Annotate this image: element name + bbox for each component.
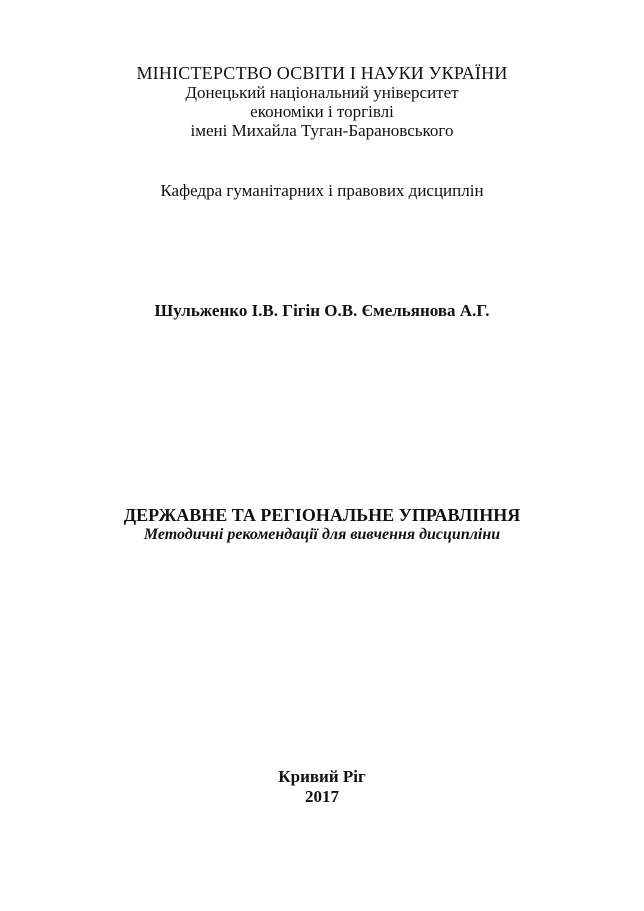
publication-year: 2017 — [305, 787, 339, 806]
ministry-heading: МІНІСТЕРСТВО ОСВІТИ І НАУКИ УКРАЇНИ — [136, 63, 508, 83]
publication-city: Кривий Ріг — [278, 767, 366, 786]
university-name-line-2: економіки і торгівлі — [250, 102, 394, 121]
document-subtitle: Методичні рекомендації для вивчення дисципліни — [143, 526, 501, 543]
authors-line: Шульженко І.В. Гігін О.В. Ємельянова А.Г. — [154, 301, 490, 320]
department-name: Кафедра гуманітарних і правових дисциплін — [160, 181, 484, 200]
university-name-line-1: Донецький національний університет — [185, 83, 459, 102]
university-name-line-3: імені Михайла Туган-Барановського — [190, 121, 454, 140]
document-title: ДЕРЖАВНЕ ТА РЕГІОНАЛЬНЕ УПРАВЛІННЯ — [123, 505, 521, 525]
